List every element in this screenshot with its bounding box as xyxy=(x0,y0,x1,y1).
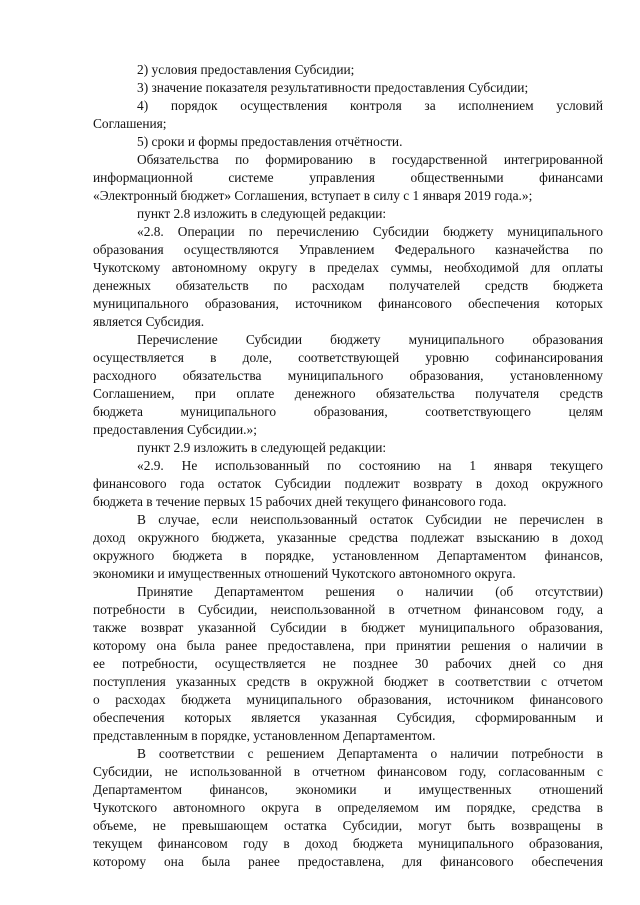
text-line: осуществляется в доле, соответствующей уровню софинансирования xyxy=(93,350,603,365)
text-line: бюджета муниципального образования, соответствующего целям xyxy=(93,404,603,419)
text-line: 4) порядок осуществления контроля за исполнением условий xyxy=(137,98,603,113)
text-line: денежных обязательств по расходам получателей средств бюджета xyxy=(93,278,603,293)
text-line: Соглашением, при оплате денежного обязательства получателя средств xyxy=(93,386,603,401)
text-line: В соответствии с решением Департамента о наличии потребности в xyxy=(137,746,603,761)
text-line: потребности в Субсидии, неиспользованной в отчетном финансовом году, а xyxy=(93,602,603,617)
text-line: которому она была ранее предоставлена, при принятии решения о наличии в xyxy=(93,638,603,653)
text-line: ее потребности, осуществляется не позднее 30 рабочих дней со дня xyxy=(93,656,603,671)
text-line: Соглашения; xyxy=(93,116,167,131)
text-line: обеспечения которых является указанная Субсидия, сформированным и xyxy=(93,710,603,725)
text-line: муниципального образования, источником финансового обеспечения которых xyxy=(93,296,603,311)
text-line: предоставления Субсидии.»; xyxy=(93,422,257,437)
text-line: текущем финансовом году в доход бюджета муниципального образования, xyxy=(93,836,603,851)
text-line: является Субсидия. xyxy=(93,314,205,329)
text-line: 2) условия предоставления Субсидии; xyxy=(137,62,355,77)
text-line: которому она была ранее предоставлена, для финансового обеспечения xyxy=(93,854,603,869)
text-line: финансового года остаток Субсидии подлежит возврату в доход окружного xyxy=(93,476,603,491)
text-line: доход окружного бюджета, указанные средства подлежат взысканию в доход xyxy=(93,530,603,545)
text-line: поступления указанных средств в окружной бюджет в соответствии с отчетом xyxy=(93,674,603,689)
text-line: 3) значение показателя результативности предоставления Субсидии; xyxy=(137,80,529,95)
text-line: о расходах бюджета муниципального образования, источником финансового xyxy=(93,692,603,707)
text-line: 5) сроки и формы предоставления отчётности. xyxy=(137,134,403,149)
text-line: объеме, не превышающем остатка Субсидии, могут быть возвращены в xyxy=(93,818,603,833)
text-line: Обязательства по формированию в государственной интегрированной xyxy=(137,152,603,167)
text-line: Чукотскому автономному округу в пределах суммы, необходимой для оплаты xyxy=(93,260,603,275)
text-line: экономики и имущественных отношений Чукотского автономного округа. xyxy=(93,566,516,581)
text-line: Принятие Департаментом решения о наличии (об отсутствии) xyxy=(137,584,603,599)
text-line: Чукотского автономного округа в определяемом им порядке, средства в xyxy=(93,800,603,815)
text-line: также возврат указанной Субсидии в бюджет муниципального образования, xyxy=(93,620,603,635)
text-line: «2.9. Не использованный по состоянию на 1 января текущего xyxy=(137,458,603,473)
text-line: образования осуществляются Управлением Федерального казначейства по xyxy=(93,242,603,257)
text-line: бюджета в течение первых 15 рабочих дней текущего финансового года. xyxy=(93,494,507,509)
text-line: «2.8. Операции по перечислению Субсидии бюджету муниципального xyxy=(137,224,603,239)
text-line: расходного обязательства муниципального образования, установленному xyxy=(93,368,603,383)
text-line: пункт 2.8 изложить в следующей редакции: xyxy=(137,206,387,221)
text-line: Департаментом финансов, экономики и имущественных отношений xyxy=(93,782,603,797)
text-line: информационной системе управления общественными финансами xyxy=(93,170,603,185)
text-line: окружного бюджета в порядке, установленном Департаментом финансов, xyxy=(93,548,603,563)
text-line: «Электронный бюджет» Соглашения, вступает в силу с 1 января 2019 года.»; xyxy=(93,188,533,203)
text-line: пункт 2.9 изложить в следующей редакции: xyxy=(137,440,387,455)
text-line: представленным в порядке, установленном Департаментом. xyxy=(93,728,436,743)
text-line: В случае, если неиспользованный остаток Субсидии не перечислен в xyxy=(137,512,603,527)
text-line: Перечисление Субсидии бюджету муниципального образования xyxy=(137,332,603,347)
text-line: Субсидии, не использованной в отчетном финансовом году, согласованным с xyxy=(93,764,603,779)
